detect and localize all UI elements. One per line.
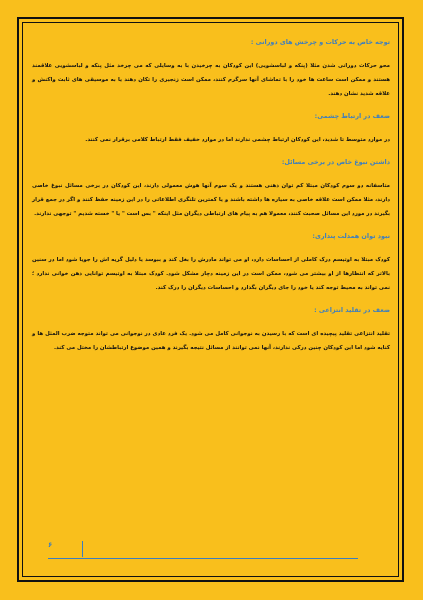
section-heading: نبود توان همدلت پنداری: — [312, 232, 390, 240]
section-empathy — [32, 232, 390, 295]
section-rotation — [32, 38, 390, 101]
section-heading: ضعف در تقلید انتزاعی : — [314, 306, 390, 314]
section-heading: توجه خاص به حرکات و چرخش های دورانی : — [250, 38, 390, 46]
section-paragraph: محو حرکات دورانی شدن مثلا (پنکه و لباسشویی) این کودکان به چرخیدن با به وسایلی که می چرخد مثل پنکه و لباسشویی علاقمند هستند و ممکن است ساعت ها خود را با تماشای آنها سرگرم کنند، ممکن است زنجیری را تکان دهند یا به موسیقی های ثابت واکنش و علاقه شدید نشان دهند. — [32, 63, 390, 97]
page-footer — [48, 541, 388, 557]
section-paragraph: متاسفانه دو سوم کودکان مبتلا کم توان ذهنی هستند و یک سوم آنها هوش معمولی دارند، این کودکان در برخی مسائل نبوغ خاصی دارند، مثلا ممکن است علاقه خاصی به سیاره ها داشته باشند و یا کمترین تلنگری اطلاعاتی را در این زمینه حفظ کنند و اگر در جمع قرار بگیرند در مورد این مسائل صحبت کنند، معمولا هم به پیام های ارتباطی دیگران مثل اینکه " بس است " یا " خسته شدیم " توجهی ندارند. — [32, 183, 390, 217]
footer-divider-horizontal — [48, 558, 358, 559]
section-eye-contact — [32, 112, 390, 147]
section-paragraph: در موارد متوسط تا شدید، این کودکان ارتباط چشمی ندارند اما در موارد خفیف فقط ارتباط کلامی برقرار نمی کنند. — [85, 137, 390, 143]
footer-divider-vertical — [82, 541, 83, 557]
section-heading: ضعف در ارتباط چشمی: — [314, 112, 390, 120]
document-body — [32, 38, 390, 366]
page-number: ۶ — [48, 541, 53, 549]
section-paragraph: تقلید انتزاعی تقلید پیچیده ای است که با رسیدن به نوجوانی کامل می شود. یک فرد عادی در نوجوانی می تواند متوجه ضرب المثل ها و کنایه شود اما این کودکان چنین درکی ندارند، آنها نمی توانند از مسائل نتیجه بگیرند و همین موضوع ارتباطشان را مختل می کند. — [32, 331, 390, 351]
section-paragraph: کودک مبتلا به اوتیسم درک کاملی از احساسات دارد، او می تواند مادرش را بغل کند و ببوسد یا دلیل گریه اش را جویا شود اما در سنین بالاتر که انتظارها از او بیشتر می شود، ممکن است در این زمینه دچار مشکل شود. کودک مبتلا به اوتیسم توانایی ذهن خوانی ندارد ؛ نمی تواند به محیط توجه کند یا خود را جای دیگران بگذارد و احساسات دیگران را درک کند. — [32, 257, 390, 291]
section-special-talent — [32, 158, 390, 221]
section-heading: داشتن نبوغ خاص در برخی مسائل: — [281, 158, 390, 166]
section-abstract-imitation — [32, 306, 390, 355]
